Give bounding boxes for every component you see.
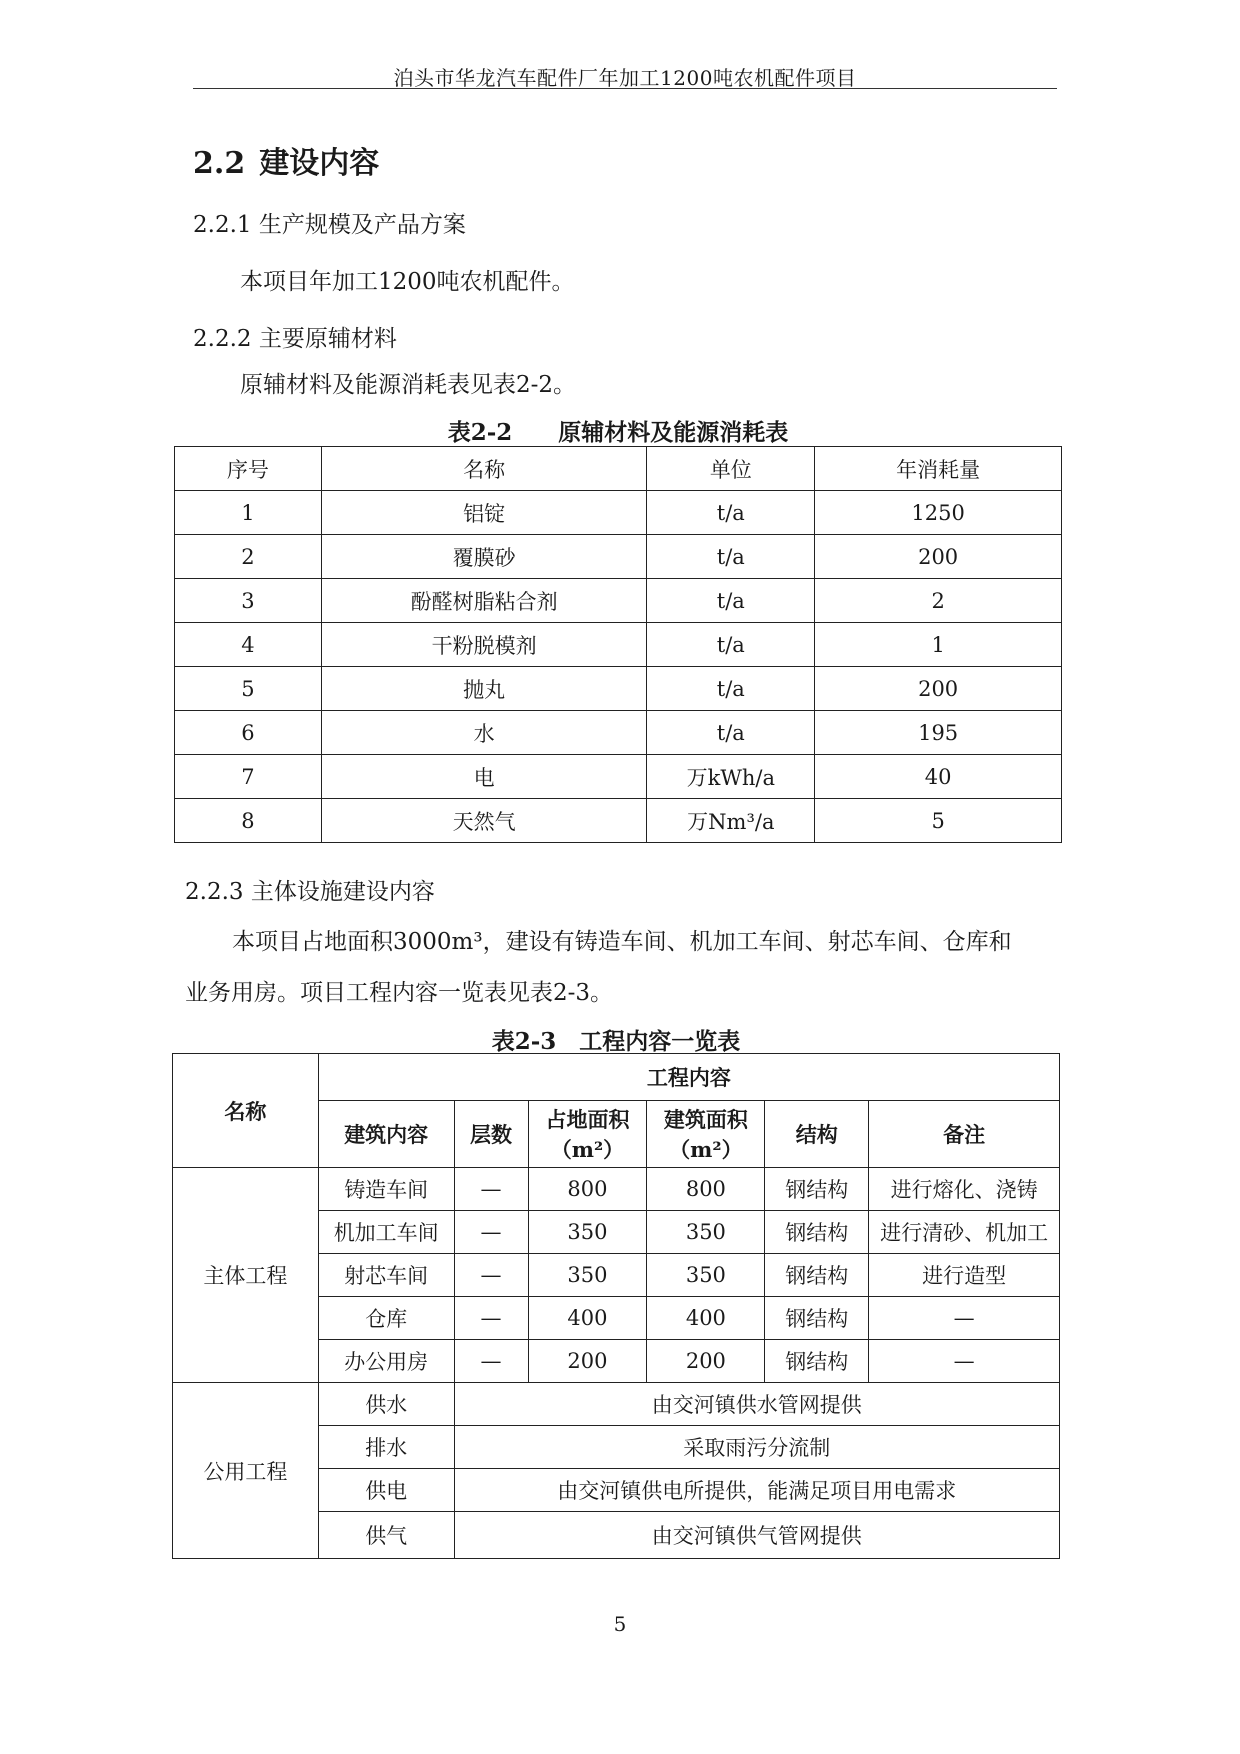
table-row — [175, 755, 1062, 799]
table-row — [175, 535, 1062, 579]
header-rule — [193, 88, 1057, 89]
cell-index: 3 — [175, 579, 322, 623]
cell-name: 干粉脱模剂 — [321, 623, 647, 667]
cell-name: 覆膜砂 — [321, 535, 647, 579]
cell-index: 8 — [175, 799, 322, 843]
table-header-row — [175, 447, 1062, 491]
cell-building: 办公用房 — [318, 1340, 454, 1383]
cell-floor-area: 350 — [647, 1211, 765, 1254]
cell-consumption: 1250 — [815, 491, 1062, 535]
col-header-remarks: 备注 — [869, 1101, 1060, 1168]
cell-name: 铝锭 — [321, 491, 647, 535]
cell-name: 酚醛树脂粘合剂 — [321, 579, 647, 623]
cell-land-area: 350 — [528, 1254, 647, 1297]
table-row — [175, 711, 1062, 755]
section-number: 2.2 — [193, 146, 246, 181]
paragraph-223-line1: 本项目占地面积3000m³，建设有铸造车间、机加工车间、射芯车间、仓库和 — [232, 929, 1012, 955]
col-header-consumption: 年消耗量 — [815, 447, 1062, 491]
col-header-floor-area: 建筑面积（m²） — [647, 1101, 765, 1168]
page-header: 泊头市华龙汽车配件厂年加工1200吨农机配件项目 — [393, 66, 857, 90]
cell-facility: 供气 — [318, 1512, 454, 1559]
table-row — [175, 491, 1062, 535]
cell-facility: 供水 — [318, 1383, 454, 1426]
col-header-structure: 结构 — [765, 1101, 869, 1168]
col-header-building: 建筑内容 — [318, 1101, 454, 1168]
cell-description: 由交河镇供水管网提供 — [454, 1383, 1059, 1426]
col-header-unit: 单位 — [647, 447, 815, 491]
table-row — [175, 667, 1062, 711]
cell-remarks: — — [869, 1297, 1060, 1340]
cell-floor-area: 350 — [647, 1254, 765, 1297]
materials-table — [174, 446, 1062, 843]
cell-name: 电 — [321, 755, 647, 799]
cell-land-area: 200 — [528, 1340, 647, 1383]
cell-remarks: 进行清砂、机加工 — [869, 1211, 1060, 1254]
cell-unit: t/a — [647, 491, 815, 535]
cell-structure: 钢结构 — [765, 1254, 869, 1297]
subsection-heading-223: 2.2.3 主体设施建设内容 — [185, 879, 435, 905]
cell-floors: — — [454, 1254, 528, 1297]
page-number: 5 — [613, 1612, 627, 1636]
section-heading — [193, 138, 379, 182]
cell-unit: 万kWh/a — [647, 755, 815, 799]
section-title: 建设内容 — [259, 146, 380, 181]
cell-unit: t/a — [647, 579, 815, 623]
subsection-heading-221: 2.2.1 生产规模及产品方案 — [193, 212, 466, 238]
col-header-land-area: 占地面积（m²） — [528, 1101, 647, 1168]
cell-remarks: — — [869, 1340, 1060, 1383]
cell-description: 采取雨污分流制 — [454, 1426, 1059, 1469]
cell-land-area: 400 — [528, 1297, 647, 1340]
cell-description: 由交河镇供电所提供，能满足项目用电需求 — [454, 1469, 1059, 1512]
cell-name: 天然气 — [321, 799, 647, 843]
cell-land-area: 350 — [528, 1211, 647, 1254]
cell-floors: — — [454, 1297, 528, 1340]
table-2-2-caption: 表2-2 原辅材料及能源消耗表 — [447, 419, 789, 446]
table-row — [173, 1168, 1060, 1211]
cell-unit: t/a — [647, 535, 815, 579]
cell-building: 机加工车间 — [318, 1211, 454, 1254]
cell-building: 射芯车间 — [318, 1254, 454, 1297]
cell-consumption: 40 — [815, 755, 1062, 799]
cell-index: 2 — [175, 535, 322, 579]
cell-structure: 钢结构 — [765, 1211, 869, 1254]
cell-floors: — — [454, 1340, 528, 1383]
subsection-heading-222: 2.2.2 主要原辅材料 — [193, 326, 397, 352]
cell-consumption: 195 — [815, 711, 1062, 755]
cell-consumption: 200 — [815, 667, 1062, 711]
table-row — [175, 579, 1062, 623]
table-header-row — [173, 1054, 1060, 1101]
cell-floors: — — [454, 1211, 528, 1254]
cell-floor-area: 200 — [647, 1340, 765, 1383]
cell-facility: 排水 — [318, 1426, 454, 1469]
cell-index: 1 — [175, 491, 322, 535]
paragraph-222: 原辅材料及能源消耗表见表2-2。 — [240, 372, 577, 398]
paragraph-223-line2: 业务用房。项目工程内容一览表见表2-3。 — [185, 980, 614, 1006]
cell-floor-area: 800 — [647, 1168, 765, 1211]
cell-unit: t/a — [647, 623, 815, 667]
cell-remarks: 进行造型 — [869, 1254, 1060, 1297]
cell-facility: 供电 — [318, 1469, 454, 1512]
table-row — [175, 623, 1062, 667]
col-header-name: 名称 — [321, 447, 647, 491]
col-header-group: 工程内容 — [318, 1054, 1059, 1101]
cell-land-area: 800 — [528, 1168, 647, 1211]
cell-index: 4 — [175, 623, 322, 667]
cell-building: 铸造车间 — [318, 1168, 454, 1211]
cell-unit: t/a — [647, 667, 815, 711]
cell-description: 由交河镇供气管网提供 — [454, 1512, 1059, 1559]
cell-structure: 钢结构 — [765, 1168, 869, 1211]
cell-remarks: 进行熔化、浇铸 — [869, 1168, 1060, 1211]
project-content-table — [172, 1053, 1060, 1559]
group-main: 主体工程 — [173, 1168, 319, 1383]
cell-index: 5 — [175, 667, 322, 711]
table-2-3-caption: 表2-3 工程内容一览表 — [491, 1028, 741, 1055]
table-row — [175, 799, 1062, 843]
col-header-floors: 层数 — [454, 1101, 528, 1168]
cell-structure: 钢结构 — [765, 1340, 869, 1383]
cell-consumption: 200 — [815, 535, 1062, 579]
cell-unit: 万Nm³/a — [647, 799, 815, 843]
group-public: 公用工程 — [173, 1383, 319, 1559]
cell-building: 仓库 — [318, 1297, 454, 1340]
paragraph-221: 本项目年加工1200吨农机配件。 — [240, 269, 575, 295]
cell-index: 7 — [175, 755, 322, 799]
cell-name: 水 — [321, 711, 647, 755]
cell-floor-area: 400 — [647, 1297, 765, 1340]
cell-unit: t/a — [647, 711, 815, 755]
table-row — [173, 1383, 1060, 1426]
cell-consumption: 1 — [815, 623, 1062, 667]
cell-structure: 钢结构 — [765, 1297, 869, 1340]
cell-name: 抛丸 — [321, 667, 647, 711]
col-header-name: 名称 — [173, 1054, 319, 1168]
cell-consumption: 2 — [815, 579, 1062, 623]
cell-index: 6 — [175, 711, 322, 755]
cell-floors: — — [454, 1168, 528, 1211]
col-header-index: 序号 — [175, 447, 322, 491]
cell-consumption: 5 — [815, 799, 1062, 843]
